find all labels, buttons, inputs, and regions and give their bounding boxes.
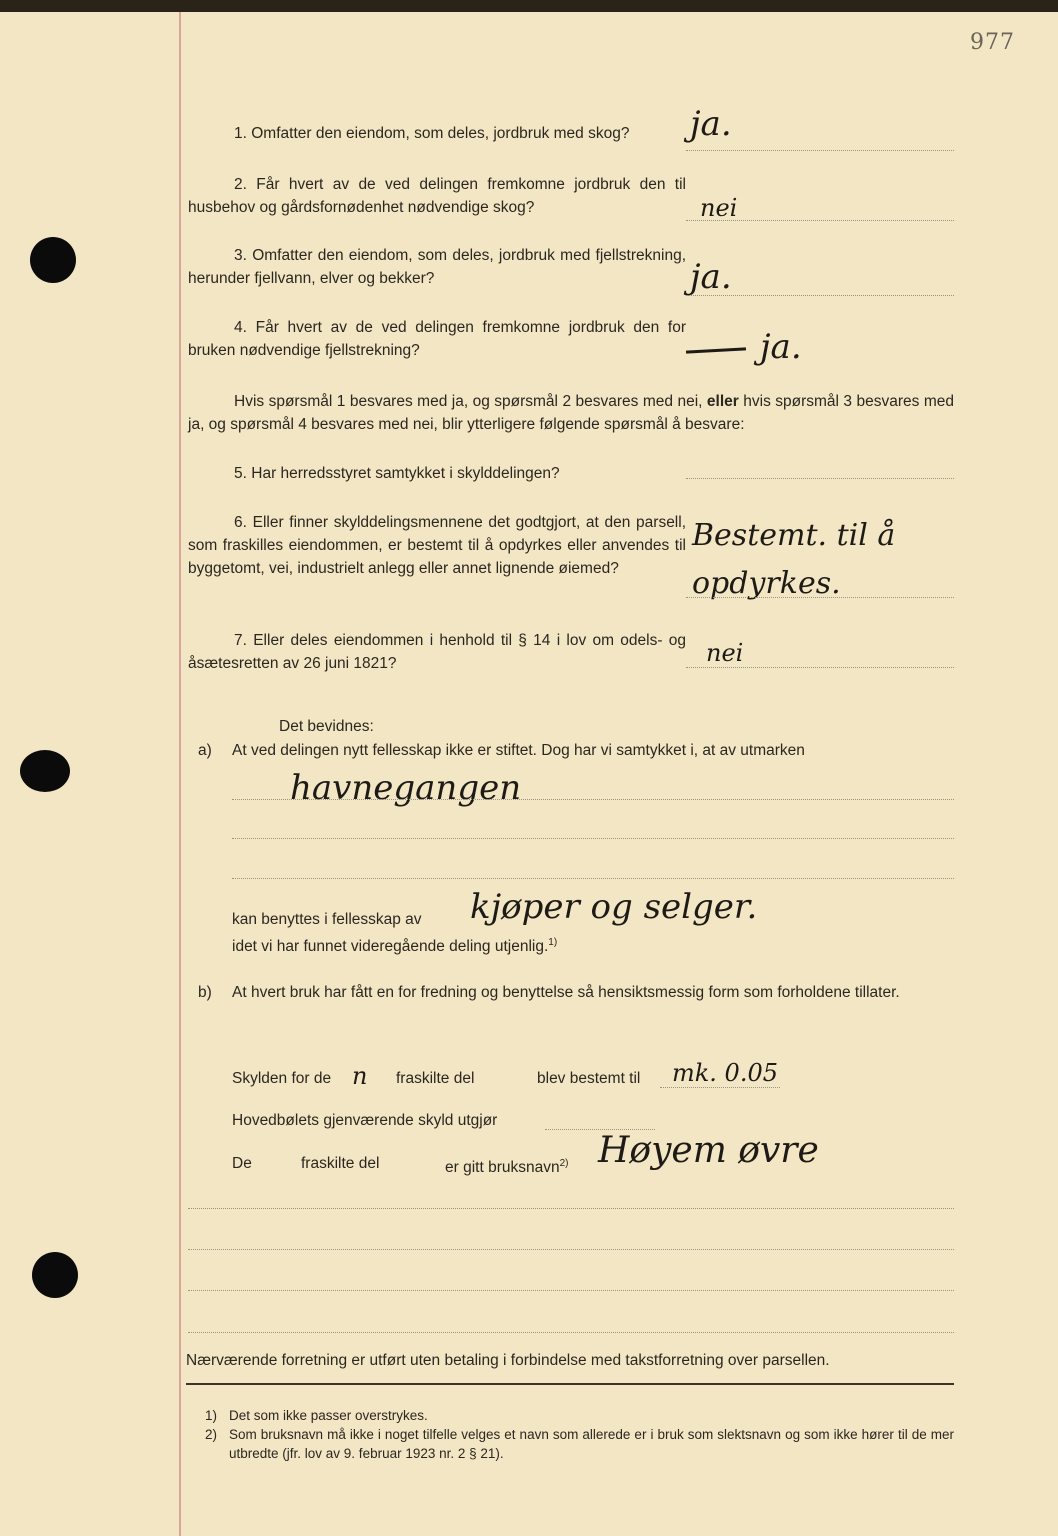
handwritten-pasture: havnegangen: [290, 768, 522, 808]
answer-line: [686, 150, 954, 151]
shared-use-reason: idet vi har funnet videregående deling utjenlig.$^{1)}$: [232, 937, 558, 956]
answer-line: [686, 478, 954, 479]
fill-line: [660, 1087, 780, 1088]
footnote-1: Det som ikke passer overstrykes.: [229, 1408, 428, 1423]
answer-line: [686, 667, 954, 668]
answer-line: [686, 597, 954, 598]
document-page: [0, 12, 1058, 1536]
certification-heading: Det bevidnes:: [279, 718, 374, 735]
name-part: fraskilte del: [301, 1155, 380, 1172]
skyld-determined: blev bestemt til: [537, 1070, 641, 1087]
answer-1: ja.: [690, 104, 732, 144]
handwritten-parties: kjøper og selger.: [470, 887, 758, 927]
margin-rule: [179, 12, 181, 1536]
strikethrough-mark: [686, 347, 746, 353]
question-7: 7. Eller deles eiendommen i henhold til § 14 i lov om odels- og åsætesretten av 26 juni 1821?: [188, 632, 687, 672]
footnote-divider: [186, 1383, 954, 1385]
question-2: 2. Får hvert av de ved delingen fremkomne jordbruk den til husbehov og gårdsfornødenhet nødvendige skog?: [188, 176, 686, 216]
question-5: 5. Har herredsstyret samtykket i skylddelingen?: [234, 465, 560, 482]
punch-hole: [32, 1252, 78, 1298]
fill-line: [232, 878, 954, 879]
fill-line: [188, 1332, 954, 1333]
farm-name: Høyem øvre: [598, 1130, 819, 1171]
skyld-value: mk. 0.05: [672, 1059, 778, 1087]
name-de: De: [232, 1155, 252, 1172]
question-6: 6. Eller finner skylddelingsmennene det godtgjort, at den parsell, som fraskilles eiendommen, er bestemt til å opdyrkes eller anvendes til byggetomt, vei, industrielt anlegg eller annet lignende øiemed?: [188, 514, 687, 577]
punch-hole: [20, 750, 70, 792]
skyld-label: Skylden for de: [232, 1070, 332, 1087]
punch-hole: [30, 237, 76, 283]
answer-3: ja.: [690, 257, 732, 297]
instruction-text: Hvis spørsmål 1 besvares med ja, og spørsmål 2 besvares med nei, eller hvis spørsmål 3 besvares med ja, og spørsmål 4 besvares med nei, blir ytterligere følgende spørsmål å besvare:: [188, 393, 954, 433]
skyld-part: fraskilte del: [396, 1070, 475, 1087]
footnote-2: Som bruksnavn må ikke i noget tilfelle velges et navn som allerede er i bruk som slektsnavn og som ikke hører til de mer utbredte (jfr. lov av 9. februar 1923 nr. 2 § 21).: [229, 1427, 954, 1461]
fill-line: [188, 1290, 954, 1291]
fill-line: [232, 799, 954, 800]
answer-6: Bestemt. til å opdyrkes.: [692, 518, 896, 601]
closing-statement: Nærværende forretning er utført uten betaling i forbindelse med takstforretning over parsellen.: [186, 1352, 830, 1369]
question-4: 4. Får hvert av de ved delingen fremkomne jordbruk den for bruken nødvendige fjellstrekning?: [188, 319, 686, 359]
page-number: 977: [970, 30, 1015, 55]
remaining-skyld-label: Hovedbølets gjenværende skyld utgjør: [232, 1112, 498, 1129]
item-a-label: a): [198, 742, 212, 759]
item-a-text: At ved delingen nytt fellesskap ikke er stiftet. Dog har vi samtykket i, at av utmarken: [232, 742, 805, 759]
item-b-label: b): [198, 984, 212, 1001]
answer-line: [686, 220, 954, 221]
fill-line: [188, 1208, 954, 1209]
answer-4: ja.: [760, 327, 802, 367]
handwritten-n: n: [352, 1062, 368, 1090]
answer-line: [686, 295, 954, 296]
footnote-2-mark: 2): [205, 1427, 218, 1442]
question-3: 3. Omfatter den eiendom, som deles, jordbruk med fjellstrekning, herunder fjellvann, elver og bekker?: [188, 247, 687, 287]
fill-line: [232, 838, 954, 839]
fill-line: [188, 1249, 954, 1250]
answer-7: nei: [706, 639, 744, 667]
shared-use-text: kan benyttes i fellesskap av: [232, 911, 422, 928]
name-label: er gitt bruksnavn$^{2)}$: [445, 1158, 569, 1177]
answer-2: nei: [700, 194, 738, 222]
question-1: 1. Omfatter den eiendom, som deles, jordbruk med skog?: [234, 125, 630, 142]
footnote-1-mark: 1): [205, 1408, 218, 1423]
item-b-text: At hvert bruk har fått en for fredning og benyttelse så hensiktsmessig form som forholdene tillater.: [232, 984, 900, 1001]
